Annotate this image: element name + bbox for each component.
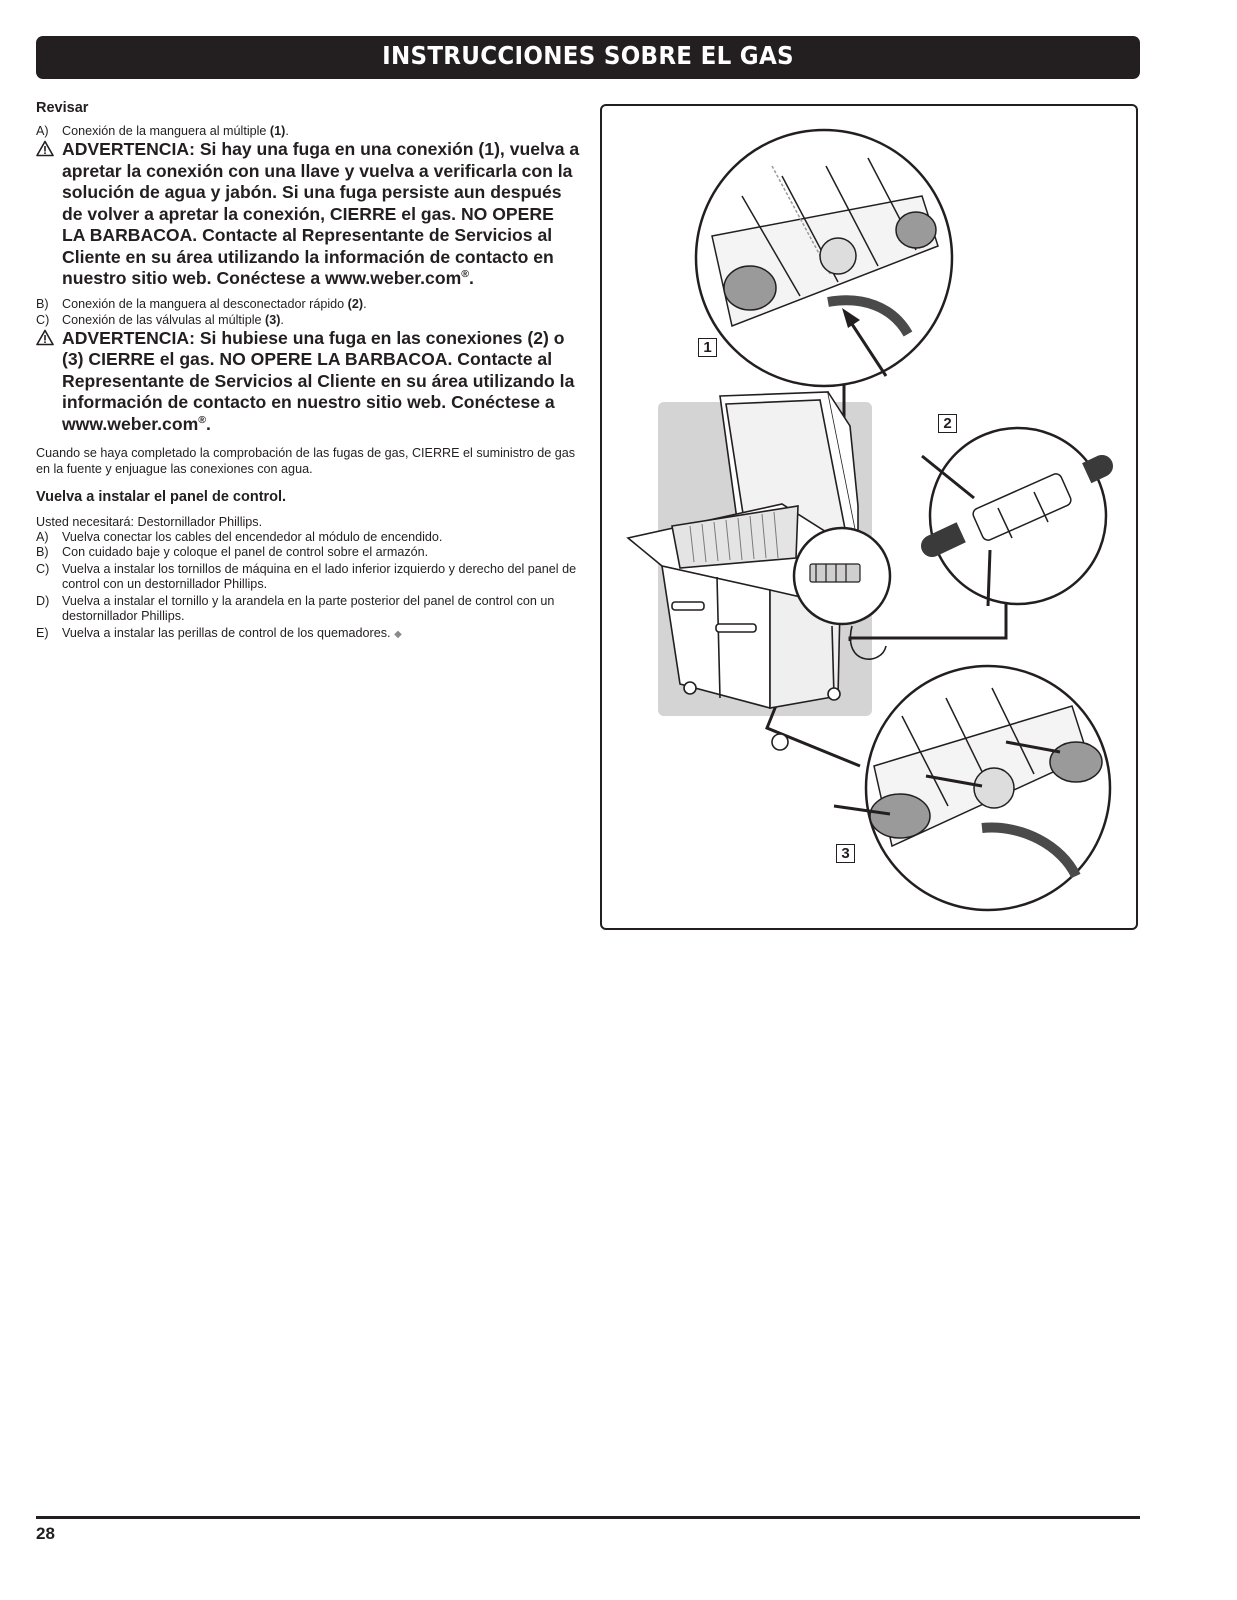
check-heading: Revisar (36, 100, 89, 116)
warning-end: . (206, 413, 211, 434)
step-end: . (363, 296, 367, 311)
warning-body: ADVERTENCIA: Si hubiese una fuga en las conexiones (2) o (3) CIERRE el gas. NO OPERE LA BARBACOA. Contacte al Representante de Servicios al Cliente en su área utilizando la información de contacto en nuestro sitio web. Conéctese a www.weber.com (62, 327, 575, 434)
registered-mark: ® (198, 413, 207, 426)
arrow-2b (988, 550, 990, 606)
step-letter: A) (36, 530, 49, 544)
grill-illustration (602, 106, 1140, 932)
registered-mark: ® (461, 268, 470, 281)
step-text: Con cuidado baje y coloque el panel de control sobre el armazón. (62, 545, 429, 559)
step-letter: C) (36, 562, 50, 576)
step-text: Vuelva conectar los cables del encendedor al módulo de encendido. (62, 530, 443, 544)
warning-block-1 (36, 139, 581, 290)
step-text-body: Vuelva a instalar las perillas de control de los quemadores. (62, 626, 395, 640)
step-letter: C) (36, 312, 50, 327)
step-ref: (2) (347, 296, 364, 311)
reinstall-steps (36, 530, 581, 642)
step-letter: D) (36, 594, 50, 608)
warning-triangle-icon (36, 139, 62, 290)
step-letter: B) (36, 296, 49, 311)
footer-rule (36, 1516, 1140, 1519)
step-text (62, 124, 581, 139)
step-end: . (280, 312, 284, 327)
list-item (36, 545, 581, 560)
warning-body: ADVERTENCIA: Si hay una fuga en una conexión (1), vuelva a apretar la conexión con una llave y vuelva a verificarla con la solución de agua y jabón. Si una fuga persiste aun después de volver a apretar la conexión, CIERRE el gas. NO OPERE LA BARBACOA. Contacte al Representante de Servicios al Cliente en su área utilizando la información de contacto en nuestro sitio web. Conéctese a www.weber.com (62, 139, 580, 288)
warning-end: . (469, 268, 474, 288)
check-step-b (36, 297, 581, 312)
step-ref: (1) (269, 124, 286, 138)
callout-3: 3 (836, 844, 855, 863)
step-letter: E) (36, 626, 49, 640)
step-letter: B) (36, 545, 49, 559)
callout-1: 1 (698, 338, 717, 357)
reinstall-heading: Vuelva a instalar el panel de control. (36, 489, 287, 505)
step-text-body: Conexión de la manguera al desconectador rápido (62, 296, 348, 311)
list-item (36, 530, 581, 545)
step-text: Vuelva a instalar el tornillo y la arandela en la parte posterior del panel de control con un destornillador Phillips. (62, 594, 555, 623)
step-text-body: Conexión de las válvulas al múltiple (62, 312, 266, 327)
page-number: 28 (36, 1524, 55, 1543)
step-end: . (285, 124, 289, 138)
step-ref: (3) (265, 312, 281, 327)
gas-connection-figure (600, 104, 1138, 930)
header-bar (36, 36, 1140, 79)
check-step-c (36, 313, 581, 328)
warning-text (62, 139, 581, 290)
end-diamond-icon: ◆ (394, 629, 402, 640)
instructions-column (36, 100, 581, 642)
closing-paragraph: Cuando se haya completado la comprobación de las fugas de gas, CIERRE el suministro de gas en la fuente y enjuague las conexiones con agua. (36, 446, 576, 476)
warning-block-2 (36, 328, 581, 436)
warning-triangle-icon (36, 328, 62, 436)
tools-needed: Usted necesitará: Destornillador Phillips. (36, 515, 263, 529)
step-text (62, 626, 581, 642)
warning-text (62, 328, 581, 436)
step-text: Vuelva a instalar los tornillos de máquina en el lado inferior izquierdo y derecho del panel de control con un destornillador Phillips. (62, 562, 577, 591)
check-step-a (36, 124, 581, 139)
step-text-body: Conexión de la manguera al múltiple (62, 124, 270, 138)
list-item (36, 594, 581, 624)
step-text (62, 313, 581, 328)
callout-2: 2 (938, 414, 957, 433)
step-text (62, 297, 581, 312)
step-letter: A) (36, 124, 49, 138)
list-item (36, 562, 581, 592)
list-item (36, 626, 581, 642)
page-title: INSTRUCCIONES SOBRE EL GAS (382, 41, 794, 70)
